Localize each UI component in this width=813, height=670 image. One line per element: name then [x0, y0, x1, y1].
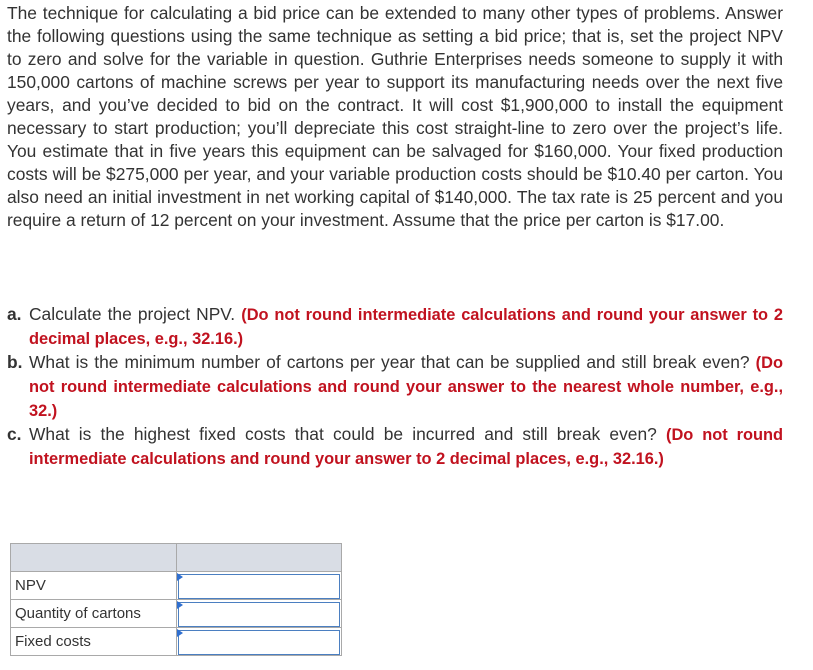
answer-cell: [177, 600, 342, 628]
question-text: Calculate the project NPV.: [29, 304, 236, 324]
header-cell-label: [11, 544, 177, 572]
question-instruction: (Do not round intermediate calculations and round your answer to 2 decimal places, e.g., 32.16.): [29, 426, 783, 468]
table-header-row: [11, 544, 342, 572]
table-row: [11, 600, 342, 628]
header-cell-value: [177, 544, 342, 572]
npv-input[interactable]: [178, 574, 340, 599]
question-text: What is the highest fixed costs that could be incurred and still break even?: [29, 424, 657, 444]
quantity-input[interactable]: [178, 602, 340, 627]
table-row: [11, 628, 342, 656]
question-a: [7, 303, 783, 351]
problem-statement: The technique for calculating a bid price can be extended to many other types of problems. Answer the following questions using the same technique as setting a bid price; that is, set the project NPV to zero and solve for the variable in question. Guthrie Enterprises needs someone to supply it with 150,000 cartons of machine screws per year to support its manufacturing needs over the next five years, and you’ve decided to bid on the contract. It will cost $1,900,000 to install the equipment necessary to start production; you’ll depreciate this cost straight-line to zero over the project’s life. You estimate that in five years this equipment can be salvaged for $160,000. Your fixed production costs will be $275,000 per year, and your variable production costs should be $10.40 per carton. You also need an initial investment in net working capital of $140,000. The tax rate is 25 percent and you require a return of 12 percent on your investment. Assume that the price per carton is $17.00.: [7, 3, 783, 230]
question-letter: b.: [7, 352, 23, 372]
answer-cell: [177, 628, 342, 656]
question-c: [7, 423, 783, 471]
question-list: [7, 303, 783, 471]
question-letter: a.: [7, 304, 22, 324]
question-b: [7, 351, 783, 423]
fixed-costs-input[interactable]: [178, 630, 340, 655]
answer-flag-icon: [177, 601, 183, 609]
question-instruction: (Do not round intermediate calculations and round your answer to the nearest whole number, e.g., 32.): [29, 354, 783, 420]
row-label-npv: NPV: [11, 572, 177, 600]
question-letter: c.: [7, 424, 22, 444]
question-text: What is the minimum number of cartons per year that can be supplied and still break even?: [29, 352, 750, 372]
question-instruction: (Do not round intermediate calculations and round your answer to 2 decimal places, e.g., 32.16.): [29, 306, 783, 348]
row-label-fixed-costs: Fixed costs: [11, 628, 177, 656]
answer-flag-icon: [177, 629, 183, 637]
answer-table: [10, 543, 342, 656]
row-label-quantity: Quantity of cartons: [11, 600, 177, 628]
answer-cell: [177, 572, 342, 600]
table-row: [11, 572, 342, 600]
answer-flag-icon: [177, 573, 183, 581]
